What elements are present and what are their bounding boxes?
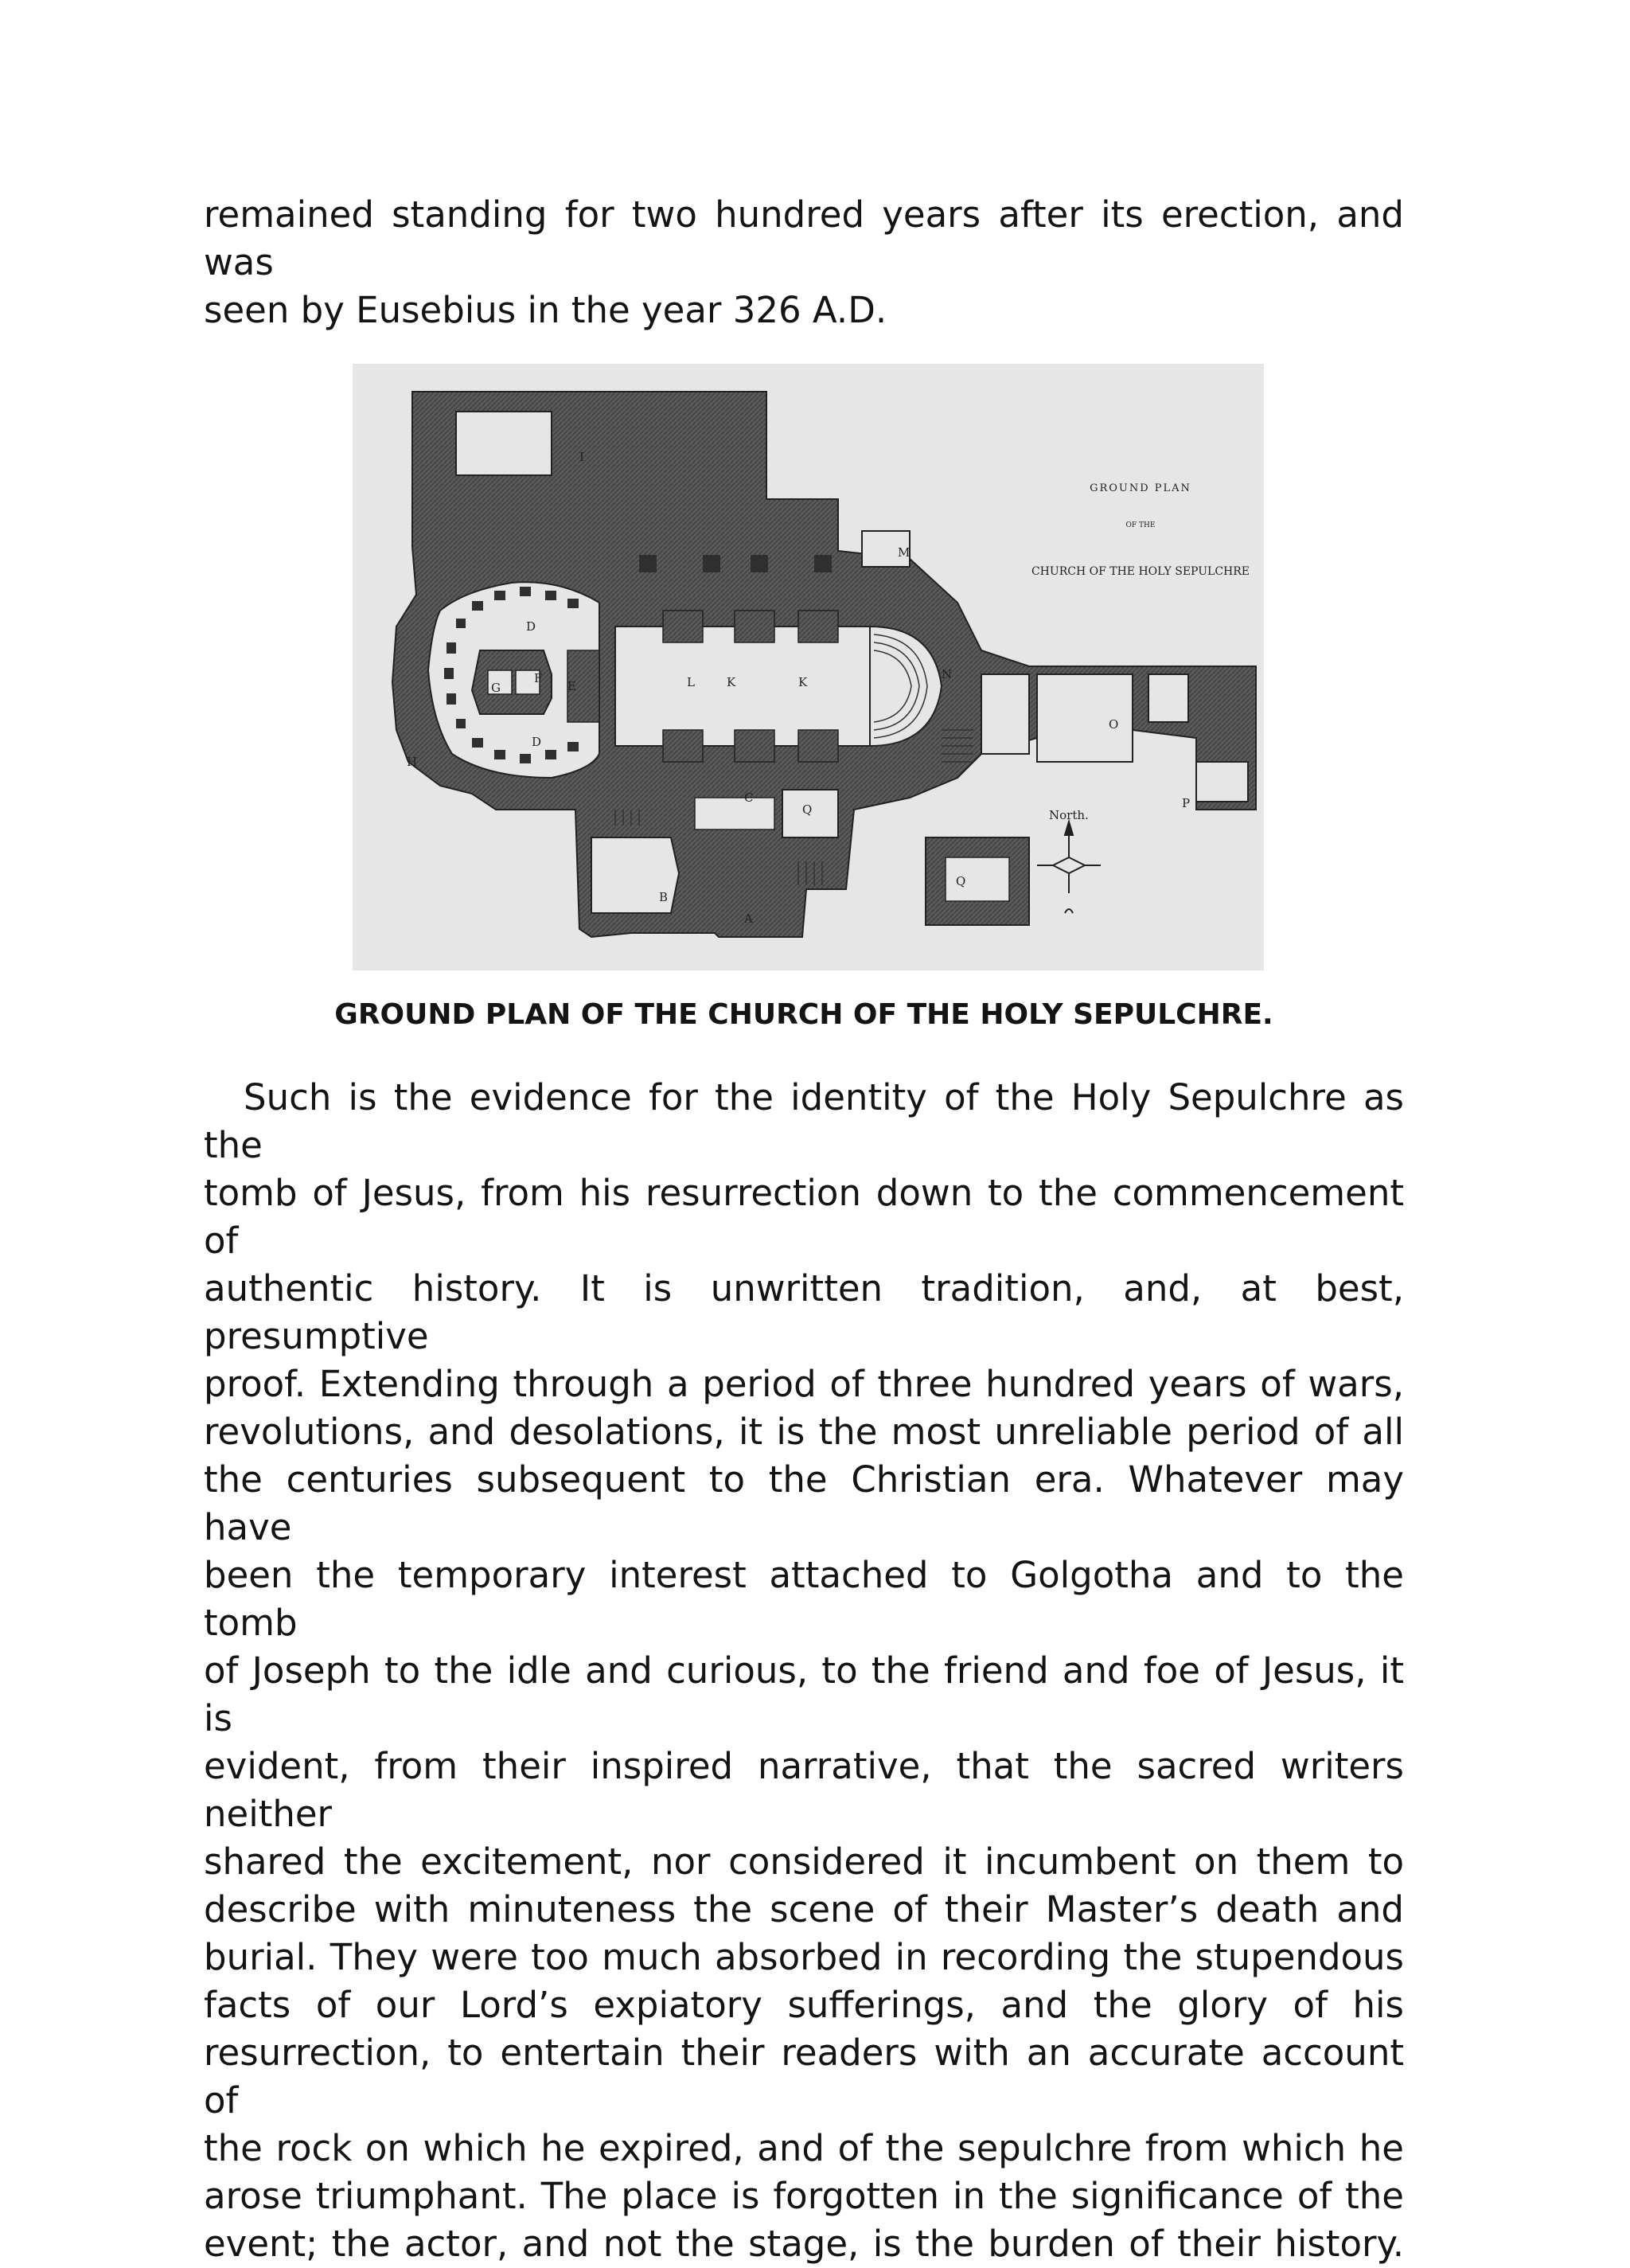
body-line: been the temporary interest attached to Golgotha and to the tomb [204,1554,1404,1644]
nave [615,627,870,746]
ground-plan-drawing [353,364,1264,970]
figure-caption: GROUND PLAN OF THE CHURCH OF THE HOLY SEPULCHRE. [334,998,1273,1031]
label-l: L [687,675,695,689]
body-line: burial. They were too much absorbed in recording the stupendous [204,1936,1404,1978]
body-line: revolutions, and desolations, it is the most unreliable period of all [204,1411,1404,1453]
intro-line: seen by Eusebius in the year 326 A.D. [204,289,887,331]
plan-title-line-1: GROUND PLAN [1090,482,1191,494]
label-k-west: K [727,675,736,689]
plan-title-line-2: OF THE [1125,521,1156,529]
label-p: P [1182,796,1191,810]
label-e: E [567,679,576,693]
body-line: authentic history. It is unwritten tradition, and, at best, presumptive [204,1267,1404,1357]
body-line: the rock on which he expired, and of the sepulchre from which he [204,2127,1404,2169]
label-k-east: K [798,675,808,689]
body-line: of Joseph to the idle and curious, to the friend and foe of Jesus, it is [204,1649,1404,1739]
intro-paragraph [204,191,1404,334]
body-paragraph [204,1074,1404,2268]
label-a: A [744,911,753,926]
label-f: F [534,671,543,685]
ground-plan-figure [353,364,1264,970]
intro-line: remained standing for two hundred years after its erection, and was [204,193,1404,283]
label-h: H [407,755,418,769]
body-line: proof. Extending through a period of three hundred years of wars, [204,1363,1404,1405]
room-i [456,412,552,475]
label-d-south: D [532,735,542,749]
body-line: facts of our Lord’s expiatory sufferings, and the glory of his [204,1984,1404,2026]
label-g: G [491,681,501,695]
body-line: resurrection, to entertain their readers with an accurate account of [204,2032,1404,2122]
room-p [1196,762,1248,802]
body-line: Such is the evidence for the identity of the Holy Sepulchre as the [204,1076,1404,1166]
body-line: tomb of Jesus, from his resurrection down to the commencement of [204,1172,1404,1262]
plan-title-line-3: CHURCH OF THE HOLY SEPULCHRE [1031,565,1250,578]
label-c: C [744,790,754,805]
compass-rose-icon [1037,822,1101,913]
body-line: evident, from their inspired narrative, that the sacred writers neither [204,1745,1404,1835]
label-q-inset: Q [956,874,966,888]
label-n: N [942,667,953,681]
label-i: I [579,450,584,464]
body-line: event; the actor, and not the stage, is the burden of their history. [204,2223,1404,2265]
label-m: M [898,545,911,560]
body-line: describe with minuteness the scene of their Master’s death and [204,1888,1404,1930]
label-q-main: Q [802,802,813,817]
label-b: B [659,890,669,904]
north-label: North. [1049,808,1089,822]
label-d-north: D [526,619,536,634]
body-line: arose triumphant. The place is forgotten in the significance of the [204,2175,1404,2217]
label-o: O [1109,717,1119,732]
body-line: the centuries subsequent to the Christian era. Whatever may have [204,1458,1404,1548]
body-line: shared the excitement, nor considered it incumbent on them to [204,1841,1404,1883]
